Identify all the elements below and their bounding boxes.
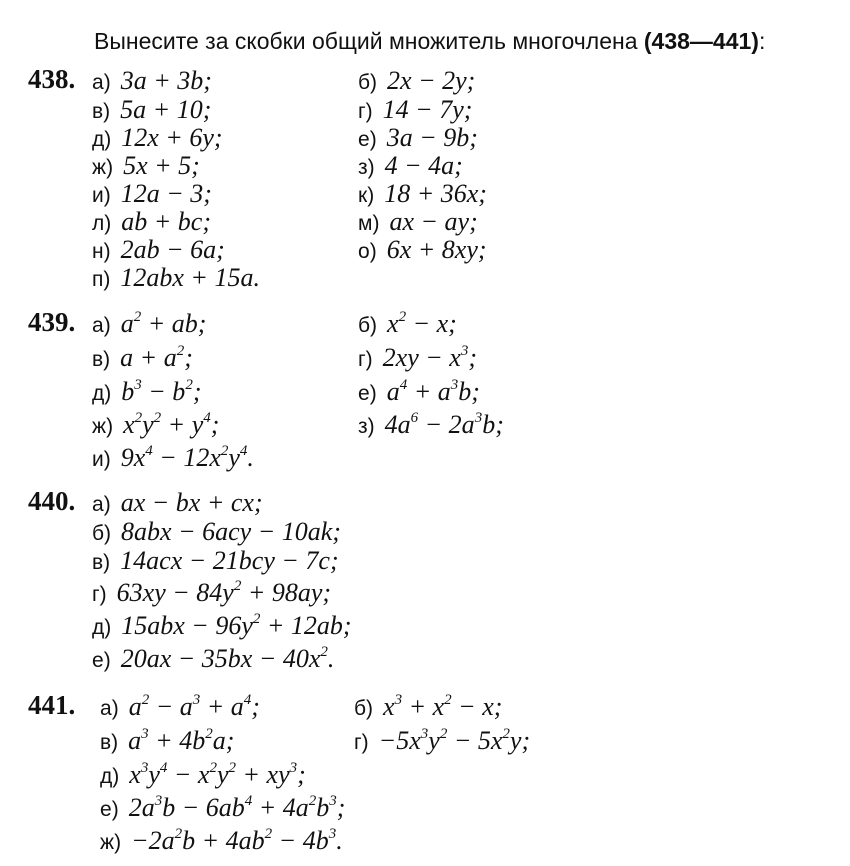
item-label: в ) <box>92 100 110 124</box>
item-label: а ) <box>92 71 111 95</box>
problem-438-item-d <box>92 123 223 153</box>
item-expression: 14 − 7y; <box>382 95 473 124</box>
problem-439-item-z <box>358 410 504 440</box>
item-label: д ) <box>92 128 111 152</box>
problem-439-item-zh <box>92 410 219 440</box>
item-expression: $4a^6 - 2a^3b$; <box>384 410 504 439</box>
item-expression: 3a − 9b; <box>386 123 478 152</box>
item-label: о ) <box>358 240 377 264</box>
problem-439-item-v <box>92 343 193 373</box>
item-expression: $9x^4 - 12x^2y^4$. <box>120 443 254 472</box>
page-title <box>94 28 765 55</box>
problem-439-item-d <box>92 377 201 407</box>
title-range: (438—441) <box>643 28 759 54</box>
item-label: е ) <box>100 798 119 822</box>
problem-438-item-m <box>358 207 478 237</box>
item-expression: $-2a^2b + 4ab^2 - 4b^3$. <box>131 826 343 855</box>
item-expression: ax − ay; <box>389 207 478 236</box>
item-label: б ) <box>358 71 377 95</box>
problem-438-item-a <box>92 66 212 96</box>
item-label: г ) <box>354 731 369 755</box>
item-label: а ) <box>92 493 111 517</box>
item-label: н ) <box>92 240 111 264</box>
item-expression: $a^2 - a^3 + a^4$; <box>128 692 260 721</box>
item-expression: $a^2$ + ab; <box>120 309 207 338</box>
item-expression: $-5x^3y^2 - 5x^2y$; <box>378 726 531 755</box>
item-expression: 14acx − 21bcy − 7c; <box>120 546 339 575</box>
problem-441-item-v <box>100 726 234 756</box>
item-expression: 12a − 3; <box>120 179 212 208</box>
item-label: ж ) <box>100 831 121 855</box>
item-label: д ) <box>100 765 119 789</box>
problem-439-item-g <box>358 343 477 373</box>
problem-440-item-e <box>92 644 334 674</box>
problem-440-number: 440 . <box>28 486 75 517</box>
item-expression: 12abx + 15a. <box>120 263 260 292</box>
problem-439-item-b <box>358 309 457 339</box>
item-expression: $a + a^2$; <box>120 343 193 372</box>
item-expression: 18 + 36x; <box>384 179 487 208</box>
problem-441-item-a <box>100 692 260 722</box>
problem-438-item-zh <box>92 151 200 181</box>
problem-440-item-v <box>92 546 339 576</box>
item-label: з ) <box>358 156 375 180</box>
item-expression: 12x + 6y; <box>121 123 223 152</box>
item-expression: $x^3y^4 - x^2y^2 + xy^3$; <box>129 760 306 789</box>
item-label: п ) <box>92 268 110 292</box>
problem-441-number: 441 . <box>28 690 75 721</box>
item-expression: $x^2 - x$; <box>387 309 457 338</box>
item-expression: $x^3 + x^2 - x$; <box>383 692 503 721</box>
item-label: д ) <box>92 382 111 406</box>
item-expression: $63xy - 84y^2 + 98ay$; <box>116 578 332 607</box>
item-expression: $2a^3b - 6ab^4 + 4a^2b^3$; <box>128 793 346 822</box>
item-label: в ) <box>92 348 110 372</box>
item-expression: $15abx - 96y^2 + 12ab$; <box>121 611 352 640</box>
item-expression: $b^3 - b^2$; <box>121 377 202 406</box>
problem-440-item-d <box>92 611 352 641</box>
problem-438-item-i <box>92 179 212 209</box>
item-label: д ) <box>92 616 111 640</box>
item-expression: ax − bx + cx; <box>120 488 263 517</box>
problem-439-item-i <box>92 443 254 473</box>
problem-439-item-e <box>358 377 480 407</box>
item-expression: 3a + 3b; <box>120 66 212 95</box>
item-label: в ) <box>100 731 118 755</box>
problem-438-item-o <box>358 235 487 265</box>
problem-438-item-z <box>358 151 463 181</box>
problem-440-item-g <box>92 578 331 608</box>
item-label: и ) <box>92 184 111 208</box>
item-label: г ) <box>358 348 373 372</box>
item-expression: 6x + 8xy; <box>386 235 487 264</box>
item-expression: $20ax - 35bx - 40x^2$. <box>120 644 335 673</box>
problem-441-item-e <box>100 793 345 823</box>
problem-439-item-a <box>92 309 206 339</box>
item-expression: $x^2y^2 + y^4$; <box>123 410 220 439</box>
item-label: а ) <box>100 697 119 721</box>
problem-438-item-n <box>92 235 225 265</box>
item-expression: $2xy - x^3$; <box>382 343 478 372</box>
item-label: м ) <box>358 212 379 236</box>
item-expression: 2ab − 6a; <box>120 235 225 264</box>
item-label: л ) <box>92 212 111 236</box>
item-expression: 5a + 10; <box>120 95 212 124</box>
item-label: б ) <box>358 314 377 338</box>
item-label: е ) <box>358 128 377 152</box>
problem-441-item-b <box>354 692 502 722</box>
item-label: б ) <box>354 697 373 721</box>
problem-440-item-b <box>92 517 341 547</box>
item-label: ж ) <box>92 156 113 180</box>
item-label: и ) <box>92 448 111 472</box>
item-label: е ) <box>358 382 377 406</box>
problem-438-item-k <box>358 179 487 209</box>
item-label: з ) <box>358 415 375 439</box>
problem-440-item-a <box>92 488 263 518</box>
item-label: в ) <box>92 551 110 575</box>
problem-438-item-g <box>358 95 472 125</box>
problem-438-item-v <box>92 95 211 125</box>
problem-439-number: 439 . <box>28 307 75 338</box>
item-label: к ) <box>358 184 374 208</box>
item-label: а ) <box>92 314 111 338</box>
problem-438-item-e <box>358 123 478 153</box>
item-label: г ) <box>358 100 373 124</box>
item-label: ж ) <box>92 415 113 439</box>
item-label: е ) <box>92 649 111 673</box>
item-expression: $a^4 + a^3b$; <box>386 377 480 406</box>
item-expression: 8abx − 6acy − 10ak; <box>121 517 341 546</box>
problem-441-item-g <box>354 726 530 756</box>
item-expression: ab + bc; <box>121 207 212 236</box>
item-expression: 5x + 5; <box>123 151 200 180</box>
item-expression: 4 − 4a; <box>384 151 463 180</box>
problem-441-item-d <box>100 760 306 790</box>
problem-438-item-b <box>358 66 475 96</box>
item-label: г ) <box>92 583 107 607</box>
problem-438-item-p <box>92 263 260 293</box>
item-expression: 2x − 2y; <box>387 66 476 95</box>
title-text: Вынесите за скобки общий множитель многочлена <box>94 28 638 54</box>
problem-438-item-l <box>92 207 211 237</box>
item-label: б ) <box>92 522 111 546</box>
title-colon: : <box>758 28 766 54</box>
item-expression: $a^3 + 4b^2a$; <box>128 726 235 755</box>
problem-438-number: 438 . <box>28 64 75 95</box>
problem-441-item-zh <box>100 826 343 856</box>
